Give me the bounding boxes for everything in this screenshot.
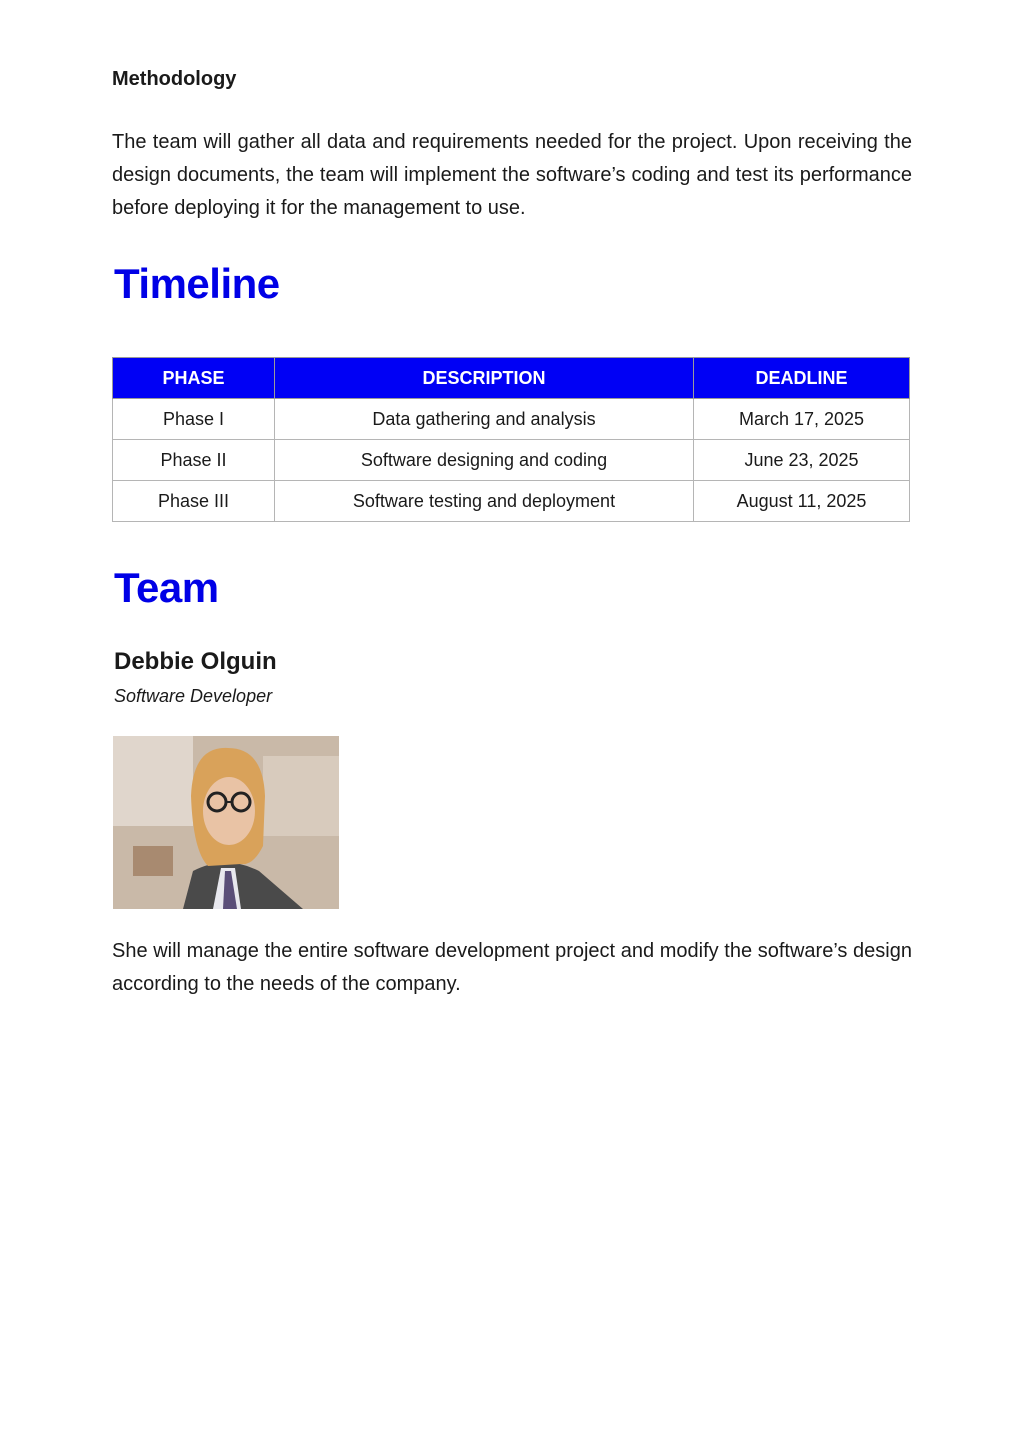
table-row [113, 481, 910, 522]
member-name: Debbie Olguin [114, 648, 277, 675]
header-description: DESCRIPTION [275, 358, 694, 399]
cell-deadline: June 23, 2025 [694, 440, 910, 481]
cell-description: Software testing and deployment [275, 481, 694, 522]
timeline-heading: Timeline [114, 260, 280, 307]
cell-phase: Phase I [113, 399, 275, 440]
timeline-table [112, 357, 910, 522]
team-heading: Team [114, 564, 219, 611]
cell-deadline: March 17, 2025 [694, 399, 910, 440]
table-row [113, 399, 910, 440]
cell-description: Software designing and coding [275, 440, 694, 481]
table-row [113, 440, 910, 481]
cell-description: Data gathering and analysis [275, 399, 694, 440]
header-phase: PHASE [113, 358, 275, 399]
cell-phase: Phase II [113, 440, 275, 481]
methodology-heading: Methodology [112, 68, 237, 90]
methodology-text: The team will gather all data and requirements needed for the project. Upon receiving the design documents, the team will implement the software’s coding and test its performance before deploying it for the management to use. [112, 131, 912, 219]
member-bio: She will manage the entire software development project and modify the software’s design according to the needs of the company. [112, 940, 912, 995]
header-deadline: DEADLINE [694, 358, 910, 399]
table-header-row [113, 358, 910, 399]
member-photo [113, 736, 339, 909]
member-role: Software Developer [114, 686, 273, 706]
cell-phase: Phase III [113, 481, 275, 522]
cell-deadline: August 11, 2025 [694, 481, 910, 522]
